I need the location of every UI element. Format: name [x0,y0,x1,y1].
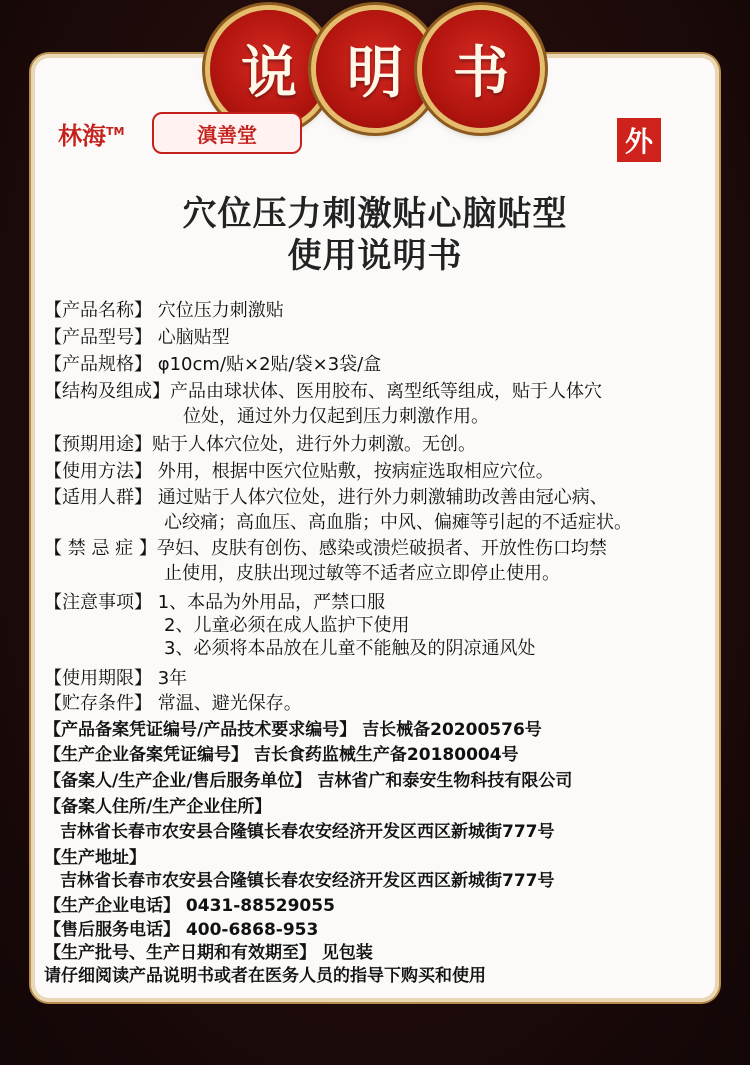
seal-shuo [210,10,328,128]
field-crowd: 【适用人群】 通过贴于人体穴位处，进行外力刺激辅助改善由冠心病、 [44,487,608,508]
field-crowd-cont: 心绞痛；高血压、高血脂；中风、偏瘫等引起的不适症状。 [164,512,632,533]
field-usage: 【使用方法】 外用，根据中医穴位贴敷，按病症选取相应穴位。 [44,461,554,482]
site-value: 吉林省长春市农安县合隆镇长春农安经济开发区西区新城街777号 [60,871,555,891]
field-batch: 【生产批号、生产日期和有效期至】 见包装 [44,943,373,963]
field-phone: 【生产企业电话】 0431-88529055 [44,896,335,916]
field-address: 【备案人住所/生产企业住所】 [44,797,272,817]
note-item: 2、儿童必须在成人监护下使用 [164,615,410,636]
field-company-record: 【生产企业备案凭证编号】 吉长食药监械生产备20180004号 [44,745,519,765]
field-name: 【产品名称】 穴位压力刺激贴 [44,300,284,321]
field-service: 【售后服务电话】 400-6868-953 [44,920,319,940]
seal-shu [422,10,540,128]
title-line2: 使用说明书 [287,236,463,276]
field-spec: 【产品规格】 φ10cm/贴×2贴/袋×3袋/盒 [44,354,382,375]
seal-char: 书 [453,40,509,106]
title-line1: 穴位压力刺激贴心脑贴型 [182,194,568,234]
address-value: 吉林省长春市农安县合隆镇长春农安经济开发区西区新城街777号 [60,822,555,842]
field-contra: 【 禁 忌 症 】孕妇、皮肤有创伤、感染或溃烂破损者、开放性伤口均禁 [44,538,607,559]
field-period: 【使用期限】 3年 [44,668,188,689]
brand-logo: 林海™ [58,122,125,150]
brand-badge: 滇善堂 [152,112,302,154]
footer-note: 请仔细阅读产品说明书或者在医务人员的指导下购买和使用 [44,966,486,986]
field-storage: 【贮存条件】 常温、避光保存。 [44,693,302,714]
field-notes: 【注意事项】 1、本品为外用品，严禁口服 [44,592,386,613]
field-record: 【产品备案凭证编号/产品技术要求编号】 吉长械备20200576号 [44,720,542,740]
seal-char: 说 [241,40,297,106]
field-structure: 【结构及组成】产品由球状体、医用胶布、离型纸等组成，贴于人体穴 [44,381,602,402]
field-structure-cont: 位处，通过外力仅起到压力刺激作用。 [183,406,489,427]
field-site: 【生产地址】 [44,848,146,868]
field-contra-cont: 止使用，皮肤出现过敏等不适者应立即停止使用。 [164,563,560,584]
external-use-mark: 外 [617,118,661,162]
note-item: 3、必须将本品放在儿童不能触及的阴凉通风处 [164,638,536,659]
field-model: 【产品型号】 心脑贴型 [44,327,230,348]
field-unit: 【备案人/生产企业/售后服务单位】 吉林省广和泰安生物科技有限公司 [44,771,573,791]
seal-ming [316,10,434,128]
seal-char: 明 [347,40,403,106]
field-purpose: 【预期用途】贴于人体穴位处，进行外力刺激。无创。 [44,434,476,455]
